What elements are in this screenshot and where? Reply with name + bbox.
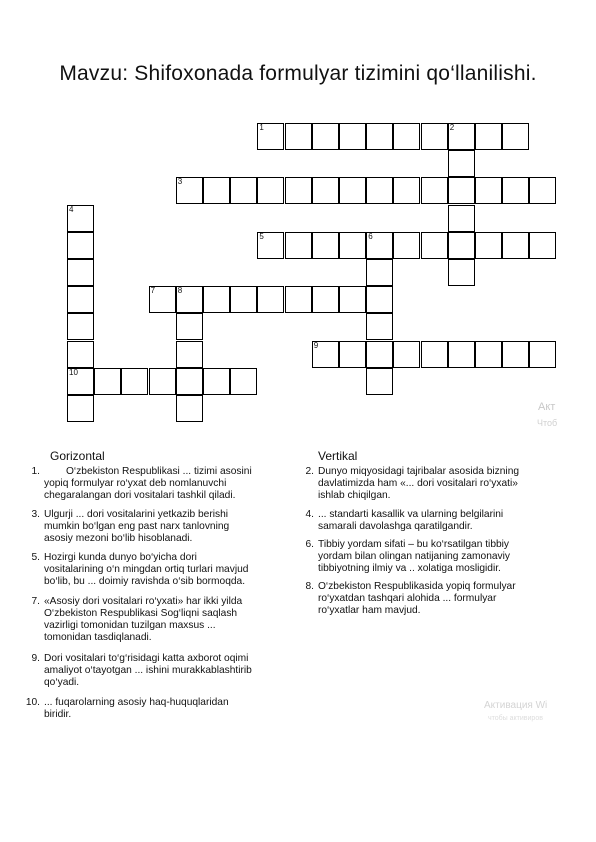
clue-line: mumkin bo‘lgan eng past narx tanlovning — [44, 521, 230, 532]
crossword-cell[interactable] — [230, 368, 257, 395]
page-title: Mavzu: Shifoxonada formulyar tizimini qo‘llanilishi. — [59, 62, 537, 85]
crossword-cell[interactable] — [339, 123, 366, 150]
crossword-cell[interactable] — [366, 177, 393, 204]
crossword-cell[interactable] — [502, 177, 529, 204]
clue-number: 4. — [305, 509, 314, 520]
clue-line: vazirligi tomonidan tuzilgan maxsus ... — [44, 620, 216, 631]
crossword-cell[interactable] — [339, 177, 366, 204]
clue-number: 9. — [31, 653, 40, 664]
clue-number-label: 3 — [177, 177, 183, 187]
clue-number-label: 10 — [69, 367, 78, 377]
clue-line: qo‘yadi. — [44, 677, 80, 688]
clue-number-label: 6 — [368, 231, 373, 241]
clue-line: «Asosiy dori vositalari ro‘yxati» har ikki yilda — [44, 596, 243, 607]
clue-number: 3. — [31, 509, 40, 520]
crossword-cell[interactable] — [448, 341, 475, 368]
crossword-cell[interactable] — [312, 177, 339, 204]
crossword-cell[interactable] — [67, 286, 94, 313]
clue-line: Dori vositalari to‘g‘risidagi katta axborot oqimi — [44, 653, 249, 664]
clue-number: 5. — [31, 552, 40, 563]
watermark-text: Чтоб — [537, 418, 558, 428]
clue-number-label: 4 — [69, 204, 74, 214]
clue-number-label: 7 — [150, 286, 156, 296]
crossword-cell[interactable] — [67, 341, 94, 368]
crossword-cell[interactable] — [421, 341, 448, 368]
clue-line: ro‘yxatlar ham mavjud. — [318, 605, 421, 616]
crossword-cell[interactable] — [67, 313, 94, 340]
crossword-cell[interactable] — [257, 286, 284, 313]
clue-line: Tibbiy yordam sifati – bu ko‘rsatilgan tibbiy — [318, 539, 510, 550]
watermark-text: Активация Wi — [484, 700, 548, 711]
crossword-cell[interactable] — [448, 259, 475, 286]
crossword-cell[interactable] — [176, 341, 203, 368]
crossword-cell[interactable] — [149, 368, 176, 395]
crossword-cell[interactable] — [366, 123, 393, 150]
clue-line: asosiy mezoni bo‘lib hisoblanadi. — [44, 533, 193, 544]
clue-number-label: 9 — [313, 340, 319, 350]
clue-line: O‘zbekiston Respublikasi ... tizimi asosini — [66, 466, 252, 477]
clue-number-label: 5 — [259, 231, 264, 241]
crossword-cell[interactable] — [448, 177, 475, 204]
clue-number-label: 1 — [259, 123, 264, 132]
clue-line: tomonidan tasdiqlanadi. — [44, 632, 152, 643]
clue-line: bo‘lib, bu ... doimiy ravishda o‘sib bormoqda. — [44, 576, 246, 587]
crossword-cell[interactable] — [393, 232, 420, 259]
crossword-cell[interactable] — [203, 286, 230, 313]
crossword-cell[interactable] — [448, 232, 475, 259]
crossword-cell[interactable] — [67, 232, 94, 259]
clue-line: yopiq formulyar ro‘yxat deb nomlanuvchi — [44, 478, 227, 489]
crossword-cell[interactable] — [312, 123, 339, 150]
crossword-cell[interactable] — [176, 313, 203, 340]
clue-number: 1. — [31, 466, 40, 477]
clue-number: 7. — [31, 596, 40, 607]
clue-line: samarali davolashga qaratilgandir. — [318, 521, 473, 532]
crossword-cell[interactable] — [502, 232, 529, 259]
clue-line: chegaralangan dori vositalari tashkil qiladi. — [44, 490, 236, 501]
clue-line: ... fuqarolarning asosiy haq-huquqlaridan — [44, 697, 229, 708]
crossword-cell[interactable] — [285, 123, 312, 150]
clue-line: vositalarining o‘n mingdan ortiq turlari mavjud — [44, 564, 249, 575]
watermark-text: чтобы активиров — [488, 715, 543, 722]
crossword-cell[interactable] — [393, 177, 420, 204]
crossword-cell[interactable] — [421, 123, 448, 150]
crossword-cell[interactable] — [230, 177, 257, 204]
crossword-cell[interactable] — [339, 341, 366, 368]
crossword-cell[interactable] — [448, 205, 475, 232]
clue-line: Ulgurji ... dori vositalarini yetkazib berishi — [44, 509, 229, 520]
crossword-cell[interactable] — [475, 177, 502, 204]
crossword-cell[interactable] — [366, 313, 393, 340]
clue-number: 10. — [25, 697, 40, 708]
crossword-cell[interactable] — [203, 177, 230, 204]
crossword-cell[interactable] — [230, 286, 257, 313]
crossword-cell[interactable] — [339, 232, 366, 259]
crossword-cell[interactable] — [366, 341, 393, 368]
crossword-cell[interactable] — [475, 232, 502, 259]
clue-line: ro‘yxatdan tashqari alohida ... formulyar — [318, 593, 497, 604]
crossword-cell[interactable] — [502, 341, 529, 368]
clue-number: 2. — [305, 466, 314, 477]
clue-line: O‘zbekiston Respublikasida yopiq formulyar — [318, 581, 516, 592]
crossword-cell[interactable] — [448, 150, 475, 177]
clue-line: davlatimizda ham «... dori vositalari ro‘yxati» — [318, 478, 518, 489]
crossword-cell[interactable] — [421, 232, 448, 259]
crossword-cell[interactable] — [475, 341, 502, 368]
clue-line: amaliyot o‘tayotgan ... ishini murakkablashtirib — [44, 665, 252, 676]
clue-number-label: 8 — [177, 286, 183, 296]
crossword-cell[interactable] — [285, 232, 312, 259]
clue-line: ... standarti kasallik va ularning belgilarini — [318, 509, 504, 520]
crossword-cell[interactable] — [393, 341, 420, 368]
crossword-cell[interactable] — [121, 368, 148, 395]
clue-line: biridir. — [44, 709, 72, 720]
crossword-cell[interactable] — [203, 368, 230, 395]
crossword-cell[interactable] — [366, 368, 393, 395]
crossword-cell[interactable] — [285, 177, 312, 204]
vertikal-heading: Vertikal — [318, 449, 358, 463]
gorizontal-heading: Gorizontal — [50, 449, 105, 463]
clue-line: Dunyo miqyosidagi tajribalar asosida bizning — [318, 466, 520, 477]
crossword-cell[interactable] — [529, 177, 556, 204]
crossword-cell[interactable] — [366, 259, 393, 286]
crossword-cell[interactable] — [94, 368, 121, 395]
crossword-cell[interactable] — [393, 123, 420, 150]
clue-number: 8. — [305, 581, 314, 592]
clue-line: ishlab chiqilgan. — [318, 490, 391, 501]
watermark-text: Акт — [538, 401, 556, 413]
crossword-cell[interactable] — [529, 232, 556, 259]
clue-line: Hozirgi kunda dunyo bo‘yicha dori — [44, 552, 197, 563]
clue-number-label: 2 — [449, 123, 455, 132]
crossword-cell[interactable] — [529, 341, 556, 368]
crossword-cell[interactable] — [339, 286, 366, 313]
crossword-cell[interactable] — [502, 123, 529, 150]
crossword-cell[interactable] — [312, 232, 339, 259]
clue-line: O‘zbekiston Respublikasi Sog‘liqni saqlash — [44, 608, 238, 619]
clue-line: tibbiyotning ilmiy va .. xolatiga mosligidir. — [318, 563, 501, 574]
crossword-cell[interactable] — [285, 286, 312, 313]
crossword-cell[interactable] — [366, 286, 393, 313]
clue-number: 6. — [305, 539, 314, 550]
crossword-cell[interactable] — [176, 395, 203, 422]
clue-line: yordam bilan olingan natijaning zamonaviy — [318, 551, 510, 562]
crossword-cell[interactable] — [67, 395, 94, 422]
crossword-cell[interactable] — [475, 123, 502, 150]
crossword-cell[interactable] — [67, 259, 94, 286]
crossword-cell[interactable] — [176, 368, 203, 395]
crossword-cell[interactable] — [312, 286, 339, 313]
crossword-cell[interactable] — [257, 177, 284, 204]
crossword-cell[interactable] — [421, 177, 448, 204]
